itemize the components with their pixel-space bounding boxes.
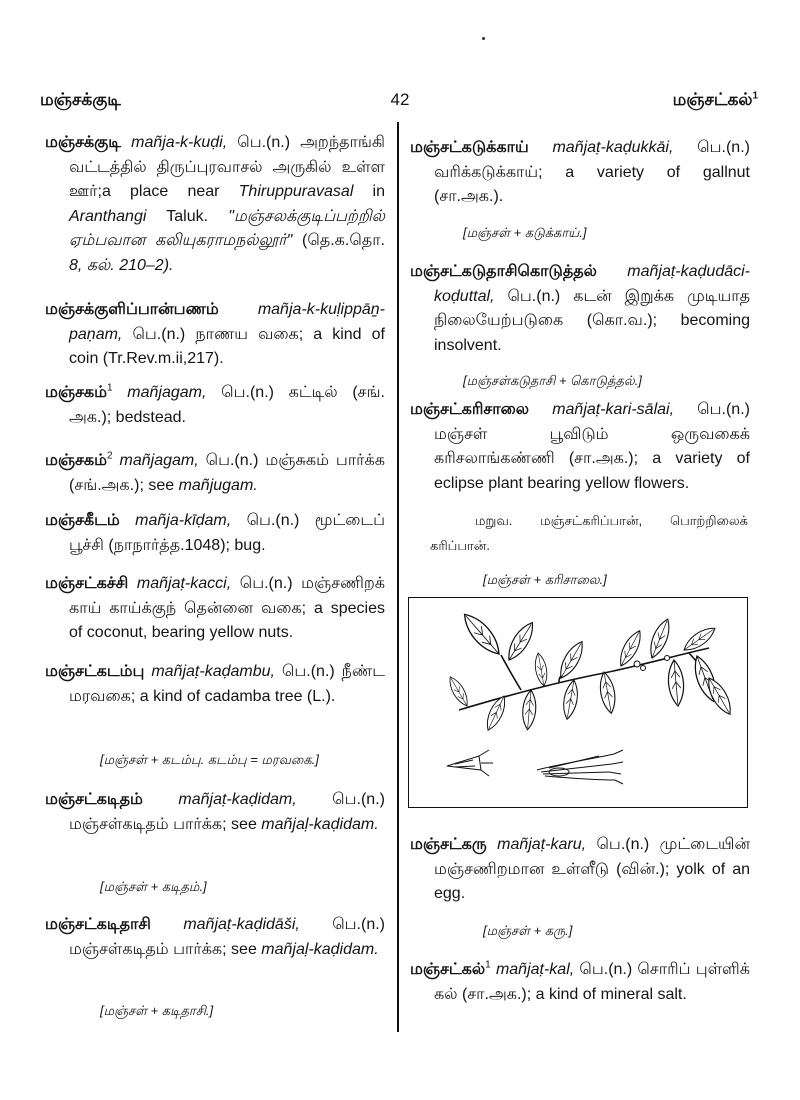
part-of-speech: பெ.(n.) <box>697 139 750 156</box>
headword: மஞ்சக்குடி <box>45 134 122 151</box>
headword: மஞ்சட்கச்சி <box>45 575 129 592</box>
headword: மஞ்சட்கரு <box>410 836 487 853</box>
dictionary-entry <box>45 788 385 837</box>
definition <box>69 941 379 958</box>
plant-leaf <box>597 671 618 715</box>
scan-speck <box>482 37 485 40</box>
part-of-speech: பெ.(n.) <box>332 916 385 933</box>
flower-sketch <box>447 750 493 776</box>
transliteration: mañjaṭ-kal, <box>495 961 575 978</box>
plant-leaf <box>667 659 686 706</box>
definition-text: மஞ்சள்கடிதம் பார்க்க; see <box>69 815 262 833</box>
homonym-number: 1 <box>485 959 491 971</box>
page-number: 42 <box>390 90 410 109</box>
definition-text: நீண்ட மரவகை; a kind of cadamba tree (L.). <box>69 663 385 705</box>
definition-text: சொரிப் புள்ளிக் கல் (சா.அக.); a kind of mineral salt. <box>434 961 750 1003</box>
etymology: [மஞ்சள் + கடம்பு. கடம்பு = மரவகை.] <box>100 752 319 767</box>
plant-leaf <box>503 619 538 664</box>
dictionary-entry <box>45 660 385 709</box>
definition-text: வரிக்கடுக்காய்; a variety of gallnut (சா.அக.). <box>434 163 750 205</box>
citation: (தெ.க.தொ. <box>292 232 385 249</box>
cross-reference: mañjugam. <box>178 476 258 494</box>
dictionary-entry <box>45 572 385 646</box>
headword: மஞ்சகீடம் <box>45 512 120 529</box>
part-of-speech: பெ.(n.) <box>246 512 300 529</box>
headword: மஞ்சட்கடிதாசி <box>45 916 151 933</box>
etymology: [மஞ்சள் + கடிதம்.] <box>100 879 207 894</box>
headword: மஞ்சட்கல் <box>410 961 486 978</box>
definition-text: மூட்டைப் பூச்சி (நாநார்த்த.1048); bug. <box>69 512 386 554</box>
dictionary-entry <box>45 449 385 498</box>
part-of-speech: பெ.(n.) <box>332 791 385 808</box>
definition-text: Taluk. <box>146 207 229 225</box>
dictionary-entry <box>45 509 385 558</box>
etymology: [மஞ்சள் + கடிதாசி.] <box>100 1003 214 1018</box>
dictionary-entry <box>410 398 750 496</box>
cross-reference: mañjaḷ-kaḍidam. <box>261 940 379 958</box>
definition-text: மஞ்சணிறக் காய் காய்க்குந் தென்னை வகை; a species of coconut, bearing yellow nuts. <box>69 575 386 641</box>
place-name: Aranthangi <box>69 207 147 225</box>
transliteration: mañjaṭ-kaḍukkāi, <box>552 139 674 156</box>
transliteration: mañja-k-kuḍi, <box>131 134 228 151</box>
plant-leaf <box>555 638 588 681</box>
homonym-number: 2 <box>107 450 113 462</box>
definition-text: முட்டையின் மஞ்சணிறமான உள்ளீடு (வின்.); yolk of an egg. <box>434 836 750 902</box>
headword: மஞ்சகம் <box>45 452 108 469</box>
header-left-guideword: மஞ்சக்குடி <box>40 90 121 109</box>
part-of-speech: பெ.(n.) <box>132 325 186 343</box>
transliteration: mañjaṭ-kaḍidam, <box>178 791 297 808</box>
plant-leaf <box>646 617 674 661</box>
definition-text: அறந்தாங்கி வட்டத்தில் திருப்புரவாசல் அருகில் உள்ள ஊர்;a place near <box>69 134 385 200</box>
dictionary-entry <box>410 136 750 210</box>
place-name: Thiruppuravasal <box>238 183 354 200</box>
dictionary-entry <box>45 131 385 278</box>
plant-leaf <box>561 679 581 721</box>
definition-text: மஞ்சள் பூவிடும் ஒருவகைக் கரிசலாங்கண்ணி (சா.அக.); a variety of eclipse plant bearing yellow flowers. <box>434 425 750 492</box>
definition-text: in <box>353 183 385 200</box>
column-divider <box>397 122 399 1032</box>
etymology: [மஞ்சள் + கரிசாலை.] <box>483 572 607 587</box>
plant-leaf <box>521 689 537 730</box>
dictionary-entry <box>45 298 385 372</box>
etymology: [மஞ்சள் + கரு.] <box>483 923 573 938</box>
part-of-speech: பெ.(n.) <box>281 663 335 680</box>
transliteration: mañjaṭ-kaḍidāši, <box>183 916 300 933</box>
quotation: "மஞ்சலக்குடிப்பற்றில் ஏம்பவான கலியுகராமநல்லூர்" <box>69 207 385 249</box>
definition-text: கட்டில் (சங். அக.); bedstead. <box>69 384 385 426</box>
part-of-speech: பெ.(n.) <box>221 384 274 401</box>
cross-reference: mañjaḷ-kaḍidam. <box>261 815 379 833</box>
illustration-frame <box>408 597 748 808</box>
homonym-number: 1 <box>107 382 113 394</box>
dictionary-entry <box>45 913 385 962</box>
citation-number: 8, கல். 210–2). <box>69 256 174 274</box>
transliteration: mañja-kīḍam, <box>135 512 232 529</box>
headword: மஞ்சட்கரிசாலை <box>410 401 530 418</box>
plant-leaf <box>615 628 645 669</box>
dictionary-entry <box>410 833 750 907</box>
plant-leaf <box>458 609 505 660</box>
header-right-word: மஞ்சட்கல் <box>672 90 753 109</box>
definition-text: கடன் இறுக்க முடியாத நிலையேற்படுகை (கொ.வ.); becoming insolvent. <box>434 287 750 354</box>
synonym-note: மறுவ. மஞ்சட்கரிப்பான், பொற்றிலைக் கரிப்பான். <box>430 513 748 553</box>
transliteration: mañjagam, <box>127 384 207 401</box>
transliteration: mañjaṭ-kaḍambu, <box>151 663 275 680</box>
header-right-guideword <box>673 89 758 111</box>
part-of-speech: பெ.(n.) <box>579 961 633 978</box>
etymology: [மஞ்சள் + கடுக்காய்.] <box>463 225 587 240</box>
definition-text: நாணய வகை; a kind of coin (Tr.Rev.m.ii,217). <box>69 325 385 367</box>
part-of-speech: பெ.(n.) <box>507 287 561 305</box>
headword: மஞ்சகம் <box>45 384 108 401</box>
dictionary-entry <box>410 958 750 1007</box>
transliteration: mañja-k-kuḷippāṉ-paṇam, <box>69 301 385 343</box>
transliteration: mañjagam, <box>119 452 199 469</box>
transliteration: mañjaṭ-kacci, <box>136 575 232 592</box>
transliteration: mañjaṭ-kari-sālai, <box>552 401 675 418</box>
definition <box>69 816 379 833</box>
part-of-speech: பெ.(n.) <box>205 452 259 469</box>
headword: மஞ்சட்கடுதாசிகொடுத்தல் <box>410 263 597 280</box>
plant-illustration <box>409 598 746 806</box>
etymology: [மஞ்சள்கடுதாசி + கொடுத்தல்.] <box>463 373 642 388</box>
headword: மஞ்சட்கடம்பு <box>45 663 145 680</box>
dictionary-entry <box>45 381 385 430</box>
part-of-speech: பெ.(n.) <box>697 401 750 418</box>
transliteration: mañjaṭ-kaḍudāci-koḍuttal, <box>434 263 750 305</box>
part-of-speech: பெ.(n.) <box>237 134 291 151</box>
part-of-speech: பெ.(n.) <box>239 575 293 592</box>
root-sketch <box>537 750 623 784</box>
transliteration: mañjaṭ-karu, <box>497 836 587 853</box>
dictionary-entry <box>410 260 750 358</box>
header-right-sup: 1 <box>752 90 758 102</box>
definition <box>69 134 385 274</box>
part-of-speech: பெ.(n.) <box>596 836 650 853</box>
headword: மஞ்சட்கடிதம் <box>45 791 143 808</box>
definition-text: மஞ்சள்கடிதம் பார்க்க; see <box>69 940 262 958</box>
definition-text: மஞ்சுகம் பார்க்க (சங்.அக.); see <box>69 452 386 494</box>
headword: மஞ்சக்குளிப்பான்பணம் <box>45 301 219 318</box>
plant-leaf <box>446 674 472 708</box>
headword: மஞ்சட்கடுக்காய் <box>410 139 529 156</box>
plant-leaf <box>533 652 549 687</box>
